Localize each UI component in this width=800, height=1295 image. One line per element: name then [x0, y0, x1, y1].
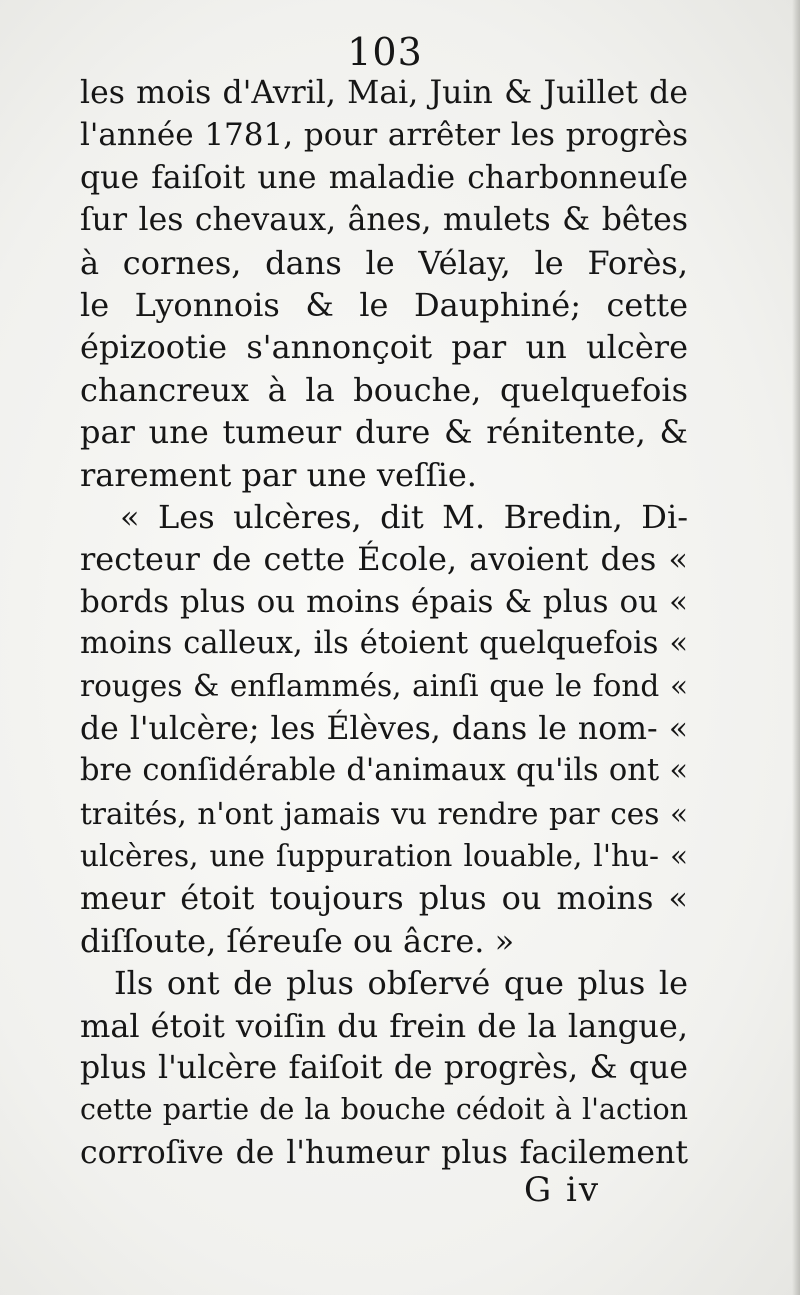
- text-line: chancreux à la bouche, quelquefois: [80, 370, 688, 409]
- text-line: bords plus ou moins épais & plus ou «: [80, 583, 688, 620]
- text-line: ſur les chevaux, ânes, mulets & bêtes: [80, 202, 688, 239]
- page-number: 103: [347, 30, 423, 74]
- text-line: le Lyonnois & le Dauphiné; cette: [80, 285, 688, 324]
- text-line: les mois d'Avril, Mai, Juin & Juillet de: [80, 75, 688, 111]
- text-line: meur étoit toujours plus ou moins «: [80, 879, 688, 918]
- text-line: rarement par une veſſie.: [80, 455, 477, 494]
- page-edge-shadow: [792, 0, 800, 1295]
- text-line: moins calleux, ils étoient quelquefois «: [80, 626, 688, 662]
- signature-mark: G iv: [524, 1170, 601, 1210]
- text-line: diſſoute, ſéreuſe ou âcre. »: [80, 921, 515, 960]
- text-line: plus l'ulcère faiſoit de progrès, & que: [80, 1049, 688, 1086]
- text-line: corroſive de l'humeur plus facilement: [80, 1134, 688, 1171]
- text-line: cette partie de la bouche cédoit à l'action: [80, 1093, 688, 1127]
- text-line: mal étoit voiſin du frein de la langue,: [80, 1006, 688, 1045]
- text-line: ulcères, une ſuppuration louable, l'hu- «: [80, 839, 688, 874]
- text-line: épizootie s'annonçoit par un ulcère: [80, 328, 688, 367]
- text-line: l'année 1781, pour arrêter les progrès: [80, 117, 688, 154]
- text-line: « Les ulcères, dit M. Bredin, Di-: [120, 497, 688, 536]
- text-line: à cornes, dans le Vélay, le Forès,: [80, 243, 688, 282]
- text-line: par une tumeur dure & rénitente, &: [80, 413, 688, 452]
- body-text: [80, 72, 688, 1174]
- text-line: Ils ont de plus obſervé que plus le: [114, 964, 688, 1003]
- text-line: de l'ulcère; les Élèves, dans le nom- «: [80, 710, 688, 747]
- text-line: recteur de cette École, avoient des «: [80, 540, 688, 579]
- text-line: traités, n'ont jamais vu rendre par ces «: [80, 796, 688, 831]
- text-line: que faiſoit une maladie charbonneuſe: [80, 159, 688, 196]
- text-line: rouges & enflammés, ainſi que le fond «: [80, 669, 688, 704]
- text-line: bre conſidérable d'animaux qu'ils ont «: [80, 753, 688, 789]
